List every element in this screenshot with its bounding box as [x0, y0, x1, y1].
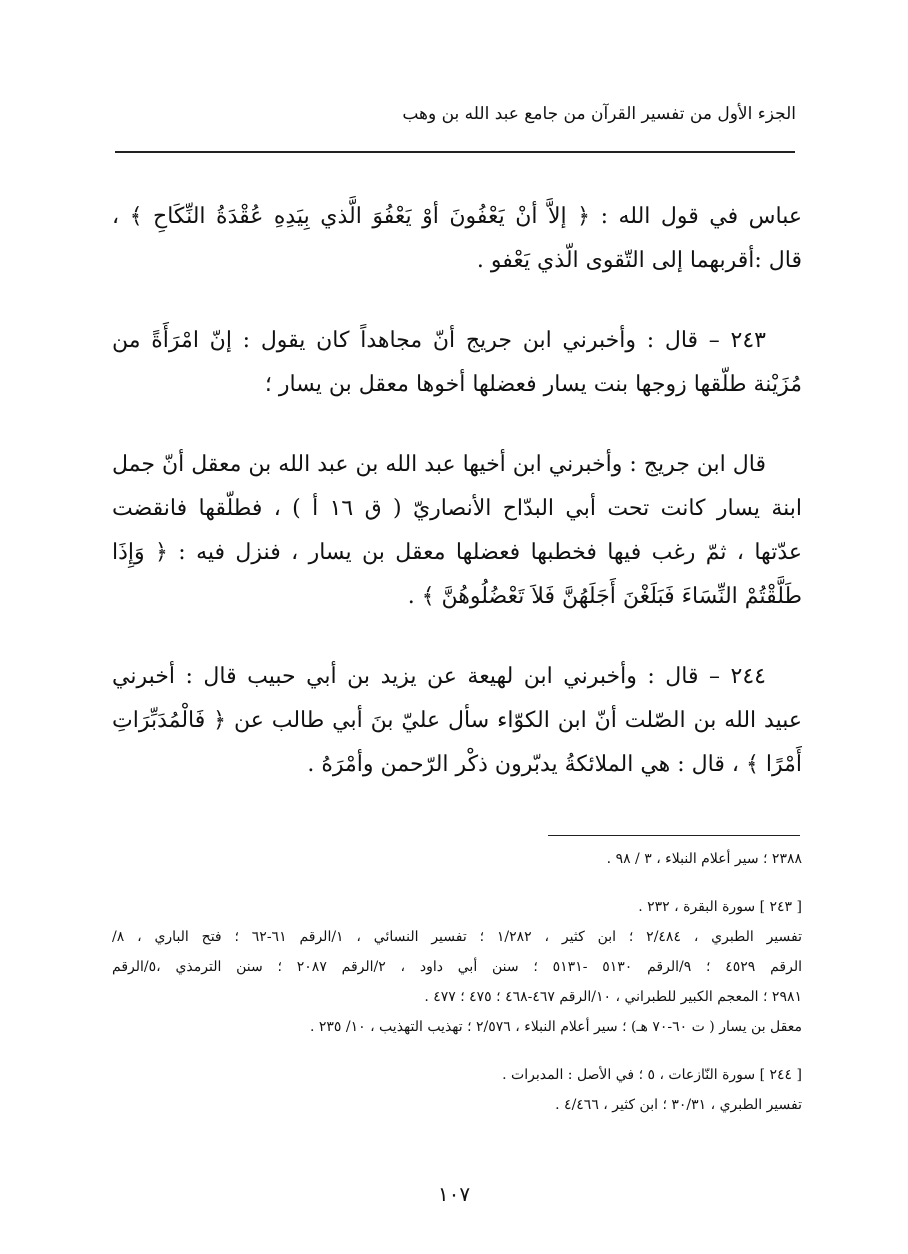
footnote-line: تفسير الطبري ، ٢/٤٨٤ ؛ ابن كثير ، ١/٢٨٢ ؛ تفسير النسائي ، ١/الرقم ٦١-٦٢ ؛ فتح الباري ، ٨/ [112, 929, 802, 945]
text-line: قال ابن جريج : وأخبرني ابن أخيها عبد الله بن عبد الله بن معقل أنّ جمل [112, 452, 766, 477]
running-header: الجزء الأول من تفسير القرآن من جامع عبد الله بن وهب [402, 104, 796, 124]
page-number: ١٠٧ [437, 1182, 471, 1206]
text-line: ٢٤٤ – قال : وأخبرني ابن لهيعة عن يزيد بن أبي حبيب قال : أخبرني [112, 664, 766, 689]
text-line: أَمْرًا ﴾ ، قال : هي الملائكةُ يدبّرون ذكْر الرّحمن وأمْرَهُ . [307, 752, 802, 777]
footnote-line: [ ٢٤٤ ] سورة النّازعات ، ٥ ؛ في الأصل : المدبرات . [502, 1067, 802, 1083]
text-line: ٢٤٣ – قال : وأخبرني ابن جريج أنّ مجاهداً كان يقول : إنّ امْرَأَةً من [112, 328, 766, 353]
footnote-line: ٢٣٨٨ ؛ سير أعلام النبلاء ، ٣ / ٩٨ . [606, 851, 802, 867]
text-line: قال :أقربهما إلى التّقوى الّذي يَعْفو . [476, 248, 802, 273]
main-text [112, 195, 802, 787]
footnote-line: ٢٩٨١ ؛ المعجم الكبير للطبراني ، ١٠/الرقم ٤٦٧-٤٦٨ ؛ ٤٧٥ ؛ ٤٧٧ . [424, 989, 802, 1005]
footnotes [112, 844, 802, 1120]
footnote-line: [ ٢٤٣ ] سورة البقرة ، ٢٣٢ . [638, 899, 802, 915]
text-line: عبيد الله بن الصّلت أنّ ابن الكوّاء سأل عليّ بنَ أبي طالب عن ﴿ فَالْمُدَبِّرَاتِ [112, 708, 802, 733]
text-line: عدّتها ، ثمّ رغب فيها فخطبها فعضلها معقل بن يسار ، فنزل فيه : ﴿ وَإِذَا [112, 540, 802, 565]
text-line: طَلَّقْتُمْ النِّسَاءَ فَبَلَغْنَ أَجَلَهُنَّ فَلاَ تَعْضُلُوهُنَّ ﴾ . [407, 584, 802, 609]
text-line: عباس في قول الله : ﴿ إلاَّ أنْ يَعْفُونَ أوْ يَعْفُوَ الَّذي بِيَدِهِ عُقْدَةُ النِّكَاحِ ﴾ ، [112, 204, 802, 229]
footnote-line: معقل بن يسار ( ت ٦٠-٧٠ هـ) ؛ سير أعلام النبلاء ، ٢/٥٧٦ ؛ تهذيب التهذيب ، ١٠/ ٢٣٥ . [309, 1019, 802, 1035]
text-line: مُزَيْنة طلّقها زوجها بنت يسار فعضلها أخوها معقل بن يسار ؛ [264, 372, 802, 397]
footnote-line: تفسير الطبري ، ٣٠/٣١ ؛ ابن كثير ، ٤/٤٦٦ . [555, 1097, 802, 1113]
text-line: ابنة يسار كانت تحت أبي البدّاح الأنصاريّ ( ق ١٦ أ ) ، فطلّقها فانقضت [112, 496, 802, 521]
header-rule [115, 151, 795, 153]
footnote-line: الرقم ٤٥٢٩ ؛ ٩/الرقم ٥١٣٠ -٥١٣١ ؛ سنن أبي داود ، ٢/الرقم ٢٠٨٧ ؛ سنن الترمذي ،٥/الرقم [112, 959, 802, 975]
footnote-rule [548, 835, 800, 836]
